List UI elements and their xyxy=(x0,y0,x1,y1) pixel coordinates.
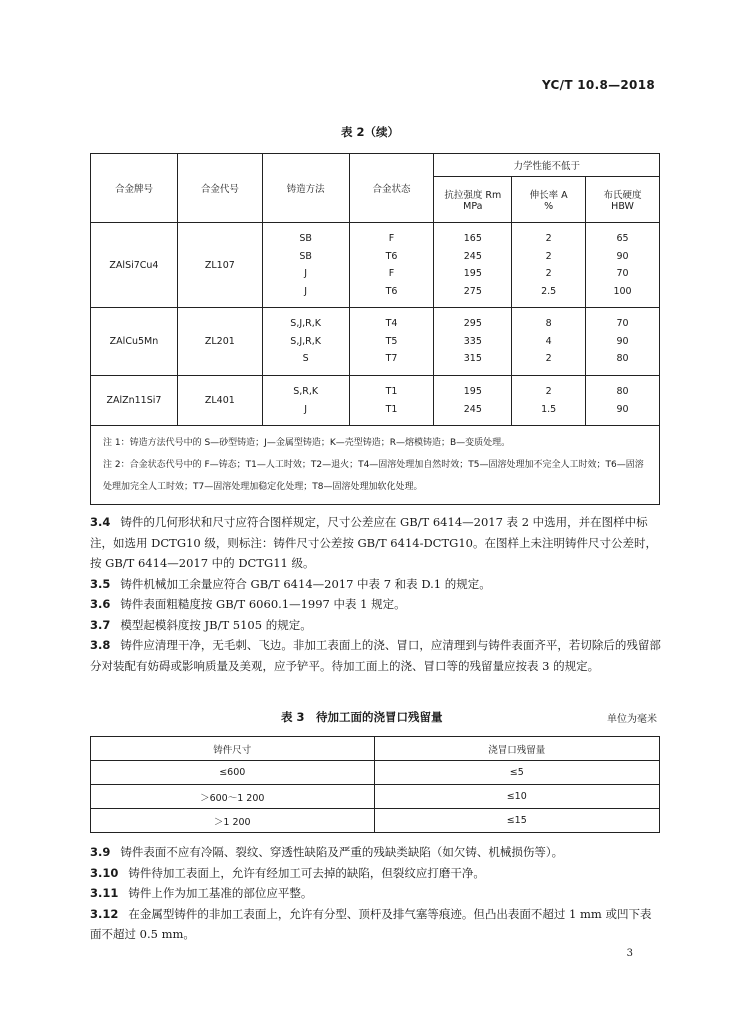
casting-size: ＞1 200 xyxy=(91,809,375,833)
col-elongation: 伸长率 A % xyxy=(512,177,586,223)
col-mech-group: 力学性能不低于 xyxy=(434,154,660,177)
gate-residue-table xyxy=(90,736,660,833)
clause-number: 3.5 xyxy=(90,576,111,591)
clause-number: 3.7 xyxy=(90,617,111,632)
clause-number: 3.8 xyxy=(90,638,111,652)
page-number: 3 xyxy=(626,948,633,959)
table2-caption: 表 2（续） xyxy=(341,125,400,139)
clause-text: 铸件应清理干净，无毛刺、飞边。非加工表面上的浇、冒口，应清理到与铸件表面齐平，若切除后的残留部分对装配有妨碍或影响质量及美观，应予铲平。待加工面上的浇、冒口等的残留量应按表 3 的规定。 xyxy=(90,638,661,673)
col-casting-size: 铸件尺寸 xyxy=(91,737,375,761)
hardness-value: 90 xyxy=(616,403,629,415)
col-method: 铸造方法 xyxy=(262,154,349,223)
clause-number: 3.10 xyxy=(90,865,119,880)
hardness-value: 90 xyxy=(616,335,629,347)
casting-size: ＞600～1 200 xyxy=(91,785,375,809)
casting-method: J xyxy=(304,403,308,415)
alloy-group-row xyxy=(91,308,660,376)
col-state: 合金状态 xyxy=(349,154,434,223)
alloy-state-cell xyxy=(349,308,434,376)
tensile-value: 245 xyxy=(463,403,482,415)
tensile-value: 275 xyxy=(463,285,482,297)
alloy-state: T5 xyxy=(385,335,398,347)
elongation-value-cell xyxy=(512,308,586,376)
hardness-value: 70 xyxy=(616,268,629,279)
hardness-value: 65 xyxy=(616,233,629,244)
alloy-state-cell xyxy=(349,376,434,426)
hardness-value: 70 xyxy=(616,318,629,330)
alloy-state: F xyxy=(388,268,395,279)
note-1: 注 1：铸造方法代号中的 S—砂型铸造；J—金属型铸造；K—壳型铸造；R—熔模铸造；B—变质处理。 xyxy=(103,438,511,448)
col-code: 合金代号 xyxy=(177,154,262,223)
tensile-value: 195 xyxy=(463,268,482,279)
hardness-value: 100 xyxy=(613,285,632,297)
elongation-value: 1.5 xyxy=(541,403,557,415)
mechanical-properties-table xyxy=(90,153,660,505)
casting-method: S xyxy=(302,353,309,365)
clause-text: 铸件机械加工余量应符合 GB/T 6414—2017 中表 7 和表 D.1 的规定。 xyxy=(120,576,491,591)
elongation-value: 2 xyxy=(545,353,552,365)
casting-method-cell xyxy=(262,223,349,308)
clause-text: 在金属型铸件的非加工表面上，允许有分型、顶杆及排气塞等痕迹。但凸出表面不超过 1 mm 或凹下表面不超过 0.5 mm。 xyxy=(90,906,652,941)
clauses-section-a xyxy=(90,512,662,676)
table3-unit: 单位为毫米 xyxy=(607,714,657,725)
alloy-state: F xyxy=(388,233,395,244)
clause-paragraph xyxy=(90,842,662,863)
elongation-value: 2 xyxy=(545,250,552,262)
clauses-section-b xyxy=(90,842,662,945)
elongation-value-cell xyxy=(512,223,586,308)
hardness-value-cell xyxy=(586,376,660,426)
alloy-state: T6 xyxy=(385,285,398,297)
col-brand: 合金牌号 xyxy=(91,154,178,223)
casting-method-cell xyxy=(262,308,349,376)
clause-text: 铸件的几何形状和尺寸应符合图样规定，尺寸公差应在 GB/T 6414—2017 表 2 中选用，并在图样中标注，如选用 DCTG10 级，则标注：铸件尺寸公差按 GB/T 6414-DCTG10。在图样上未注明铸件尺寸公差时，按 GB/T 6414—2017 中的 DCTG11 级。 xyxy=(90,515,657,570)
clause-paragraph xyxy=(90,863,662,884)
casting-method-cell xyxy=(262,376,349,426)
casting-method: S,R,K xyxy=(293,386,319,397)
alloy-state: T7 xyxy=(385,353,398,365)
alloy-code: ZL401 xyxy=(177,376,262,426)
clause-text: 铸件表面粗糙度按 GB/T 6060.1—1997 中表 1 规定。 xyxy=(120,597,406,611)
alloy-state-cell xyxy=(349,223,434,308)
alloy-brand: ZAlZn11Si7 xyxy=(91,376,178,426)
table-row xyxy=(91,785,660,809)
clause-paragraph xyxy=(90,883,662,904)
table2-notes xyxy=(91,426,660,505)
casting-method: S,J,R,K xyxy=(290,335,322,347)
casting-method: J xyxy=(304,268,308,279)
casting-method: SB xyxy=(299,233,312,244)
elongation-value: 2.5 xyxy=(541,285,557,297)
tensile-value-cell xyxy=(434,223,512,308)
casting-method: J xyxy=(304,285,308,297)
clause-number: 3.12 xyxy=(90,906,119,921)
clause-paragraph xyxy=(90,635,662,676)
residue-amount: ≤10 xyxy=(374,785,660,809)
clause-paragraph xyxy=(90,594,662,615)
col-residue: 浇冒口残留量 xyxy=(374,737,660,761)
tensile-value: 295 xyxy=(463,318,482,330)
col-hardness: 布氏硬度 HBW xyxy=(586,177,660,223)
alloy-code: ZL107 xyxy=(177,223,262,308)
alloy-brand: ZAlCu5Mn xyxy=(91,308,178,376)
alloy-state: T4 xyxy=(385,318,398,330)
hardness-value: 90 xyxy=(616,250,629,262)
standard-code: YC/T 10.8—2018 xyxy=(541,78,655,92)
clause-paragraph xyxy=(90,904,662,945)
alloy-group-row xyxy=(91,376,660,426)
residue-amount: ≤15 xyxy=(374,809,660,833)
casting-method: SB xyxy=(299,250,312,262)
table-row xyxy=(91,809,660,833)
clause-paragraph xyxy=(90,512,662,574)
hardness-value-cell xyxy=(586,308,660,376)
hardness-value: 80 xyxy=(616,386,629,397)
casting-size: ≤600 xyxy=(91,761,375,785)
tensile-value: 245 xyxy=(463,250,482,262)
elongation-value-cell xyxy=(512,376,586,426)
tensile-value: 335 xyxy=(463,335,482,347)
col-tensile: 抗拉强度 Rm MPa xyxy=(434,177,512,223)
alloy-group-row xyxy=(91,223,660,308)
clause-number: 3.11 xyxy=(90,886,119,900)
clause-number: 3.4 xyxy=(90,515,111,529)
clause-text: 铸件待加工表面上，允许有经加工可去掉的缺陷，但裂纹应打磨干净。 xyxy=(128,865,485,880)
tensile-value-cell xyxy=(434,376,512,426)
note-2: 注 2：合金状态代号中的 F—铸态；T1—人工时效；T2—退火；T4—固溶处理加自然时效；T5—固溶处理加不完全人工时效；T6—固溶处理加完全人工时效；T7—固溶处理加稳定化处理；T8—固溶处理加软化处理。 xyxy=(103,460,644,492)
tensile-value: 315 xyxy=(463,353,482,365)
alloy-state: T1 xyxy=(385,403,398,415)
clause-text: 模型起模斜度按 JB/T 5105 的规定。 xyxy=(120,617,312,632)
clause-number: 3.6 xyxy=(90,597,111,611)
clause-paragraph xyxy=(90,615,662,636)
clause-text: 铸件表面不应有冷隔、裂纹、穿透性缺陷及严重的残缺类缺陷（如欠铸、机械损伤等）。 xyxy=(120,845,564,859)
clause-text: 铸件上作为加工基准的部位应平整。 xyxy=(128,886,313,900)
table3-caption: 表 3 待加工面的浇冒口残留量 xyxy=(281,710,443,724)
alloy-brand: ZAlSi7Cu4 xyxy=(91,223,178,308)
alloy-state: T6 xyxy=(385,250,398,262)
hardness-value-cell xyxy=(586,223,660,308)
casting-method: S,J,R,K xyxy=(290,318,322,330)
tensile-value-cell xyxy=(434,308,512,376)
hardness-value: 80 xyxy=(616,353,629,365)
clause-paragraph xyxy=(90,574,662,595)
tensile-value: 165 xyxy=(463,233,482,244)
elongation-value: 8 xyxy=(545,318,552,330)
residue-amount: ≤5 xyxy=(374,761,660,785)
elongation-value: 2 xyxy=(545,233,552,244)
table-row xyxy=(91,761,660,785)
elongation-value: 2 xyxy=(545,268,552,279)
alloy-code: ZL201 xyxy=(177,308,262,376)
elongation-value: 2 xyxy=(545,386,552,397)
tensile-value: 195 xyxy=(463,386,482,397)
elongation-value: 4 xyxy=(545,335,552,347)
alloy-state: T1 xyxy=(385,386,398,397)
clause-number: 3.9 xyxy=(90,845,111,859)
